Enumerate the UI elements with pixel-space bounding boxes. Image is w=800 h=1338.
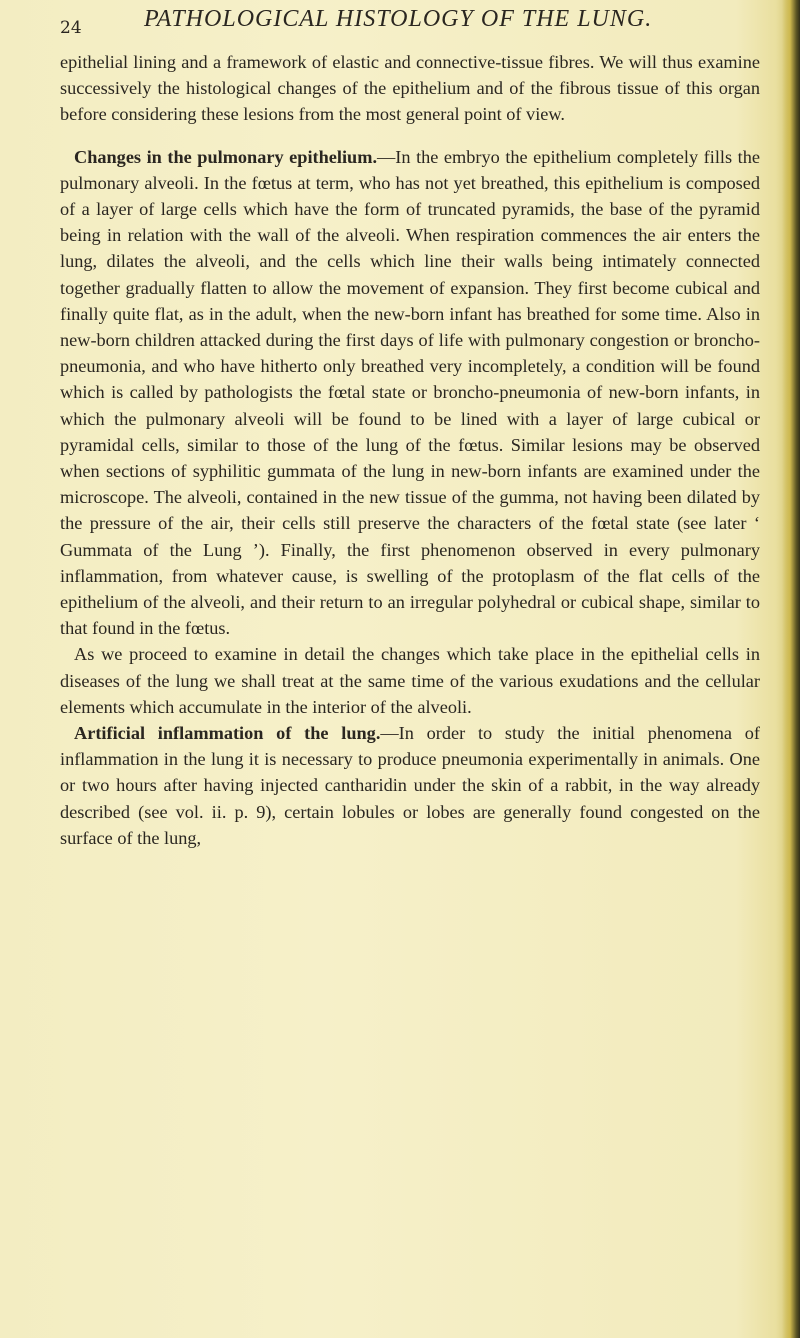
paragraph-2-text: —In the embryo the epithelium completely fills the pulmonary alveoli. In the fœtus at term, who has not yet breathed, this epithelium is composed of a layer of large cells which have the form of truncated pyramids, the base of the pyramid being in relation with the wall of the alveoli. When respiration commences the air enters the lung, dilates the alveoli, and the cells which line their walls being intimately connected together gradually flatten to allow the movement of expansion. They first become cubical and finally quite flat, as in the adult, when the new-born infant has breathed for some time. Also in new-born children attacked during the first days of life with pulmonary congestion or broncho-pneumonia, and who have hitherto only breathed very incompletely, a condition will be found which is called by pathologists the fœtal state or broncho-pneumonia of new-born infants, in which the pulmonary alveoli will be found to be lined with a layer of large cubical or pyramidal cells, similar to those of the lung of the fœtus. Similar lesions may be observed when sections of syphilitic gummata of the lung in new-born infants are examined under the microscope. The alveoli, contained in the new tissue of the gumma, not having been dilated by the pressure of the air, their cells still preserve the characters of the fœtal state (see later ‘ Gummata of the Lung ’). Finally, the first phenomenon observed in every pulmonary inflammation, from whatever cause, is swelling of the protoplasm of the flat cells of the epithelium of the alveoli, and their return to an irregular polyhedral or cubical shape, similar to that found in the fœtus. — [60, 146, 760, 639]
paragraph-1-text: epithelial lining and a framework of elastic and connective-tissue fibres. We will thus examine successively the histological changes of the epithelium and of the fibrous tissue of this organ before considering these lesions from the most general point of view. — [60, 52, 760, 125]
section-heading-artificial-inflammation: Artificial inflammation of the lung. — [74, 723, 381, 744]
page-number: 24 — [60, 18, 82, 38]
paragraph-4-text: —In order to study the initial phenomena of inflammation in the lung it is necessary to produce pneumonia experimentally in animals. One or two hours after having injected cantharidin under the skin of a rabbit, in the way already described (see vol. ii. p. 9), certain lobules or lobes are generally found congested on the surface of the lung, — [60, 723, 760, 848]
section-heading-epithelium: Changes in the pulmonary epithelium. — [74, 146, 378, 167]
paragraph-2 — [60, 144, 760, 642]
body-text — [60, 49, 760, 851]
page-header — [60, 6, 780, 36]
running-title: PATHOLOGICAL HISTOLOGY OF THE LUNG. — [144, 6, 653, 32]
paragraph-3-text: As we proceed to examine in detail the changes which take place in the epithelial cells in diseases of the lung we shall treat at the same time of the various exudations and the cellular elements which accumulate in the interior of the alveoli. — [60, 644, 760, 717]
paragraph-4 — [60, 720, 760, 851]
paragraph-3 — [60, 641, 760, 720]
paragraph-1 — [60, 49, 760, 128]
page-edge-shadow — [782, 0, 800, 1338]
